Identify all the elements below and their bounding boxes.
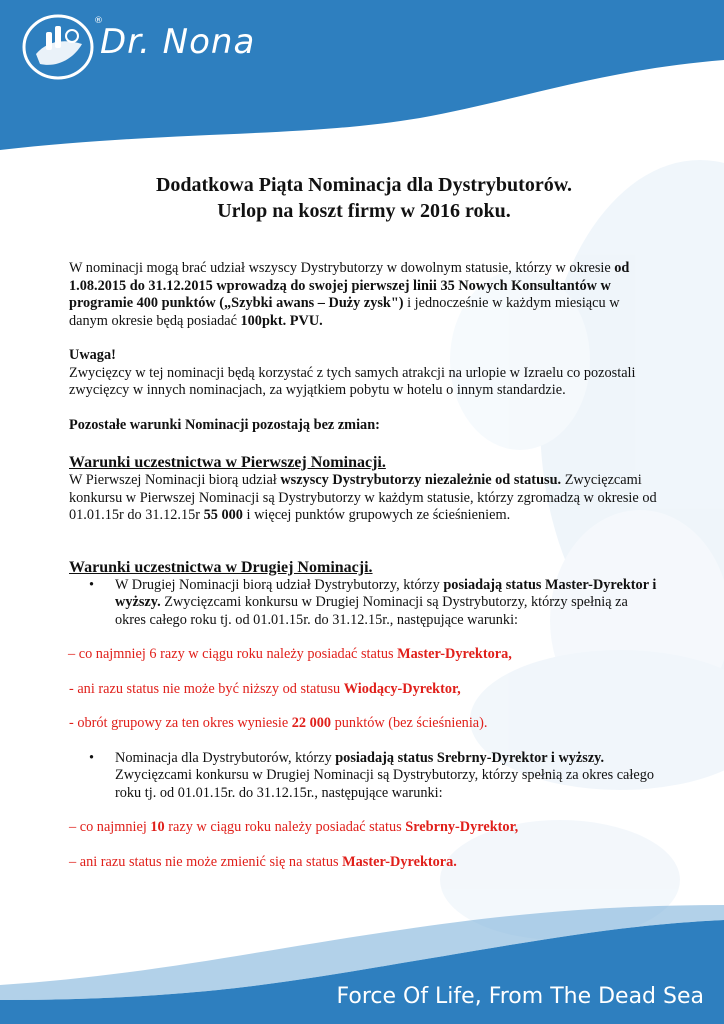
bullet-dot: • (89, 576, 95, 593)
intro-paragraph (69, 260, 659, 330)
section1-text-1: W Pierwszej Nominacji biorą udział (69, 472, 281, 488)
section1-heading: Warunki uczestnictwa w Pierwszej Nominacji. (69, 454, 386, 471)
condition-3-text-2: punktów (bez ścieśnienia). (331, 715, 488, 731)
bullet1-bold-1: posiadają status Master-Dyrektor i wyższy. (115, 576, 657, 610)
document-body (69, 172, 659, 871)
bullet-dot: • (89, 749, 95, 766)
condition-5 (69, 854, 659, 872)
registered-mark: ® (94, 16, 103, 26)
condition-2-text: - ani razu status nie może być niższy od statusu (69, 680, 344, 697)
note-text: Zwycięzcy w tej nominacji będą korzystać z tych samych atrakcji na urlopie w Izraelu co pozostali zwycięzcy w innych nominacjach, za wyjątkiem pobytu w hotelu o innym standardzie. (69, 364, 636, 398)
condition-2-bold: Wiodący-Dyrektor, (343, 680, 461, 697)
section1-text-2: Zwycięzcami konkursu w Pierwszej Nominacji są Dystrybutorzy w każdym statusie, którzy zgromadzą w okresie od 01.01.15r do 31.12.15r (69, 472, 657, 523)
section1-text-3: i więcej punktów grupowych ze ścieśnieniem. (242, 507, 511, 523)
condition-3-bold: 22 000 (291, 715, 332, 731)
brand-logo-icon (22, 14, 96, 80)
condition-1 (68, 646, 659, 664)
condition-4-bold-2: Srebrny-Dyrektor, (405, 819, 519, 835)
condition-4-text: – co najmniej (69, 819, 151, 835)
condition-3 (69, 715, 659, 733)
intro-text-1: W nominacji mogą brać udział wszyscy Dystrybutorzy w dowolnym statusie, którzy w okresie (69, 260, 615, 276)
title-line-2: Urlop na koszt firmy w 2016 roku. (217, 200, 511, 222)
condition-5-bold: Master-Dyrektora. (342, 853, 457, 870)
condition-3-text: - obrót grupowy za ten okres wyniesie (69, 715, 292, 731)
note-paragraph (69, 347, 659, 400)
section2-bullet-1 (69, 577, 659, 630)
condition-4-text-2: razy w ciągu roku należy posiadać status (164, 819, 406, 835)
bullet1-text-2: Zwycięzcami konkursu w Drugiej Nominacji są Dystrybutorzy, którzy spełnią za okres całego roku tj. od 01.01.15r. do 31.12.15r., następujące warunki: (115, 594, 646, 628)
section2-heading: Warunki uczestnictwa w Drugiej Nominacji. (69, 558, 373, 576)
bullet1-text-1: W Drugiej Nominacji biorą udział Dystrybutorzy, którzy (115, 576, 444, 593)
document-title (69, 172, 659, 224)
section1-bold-1: wszyscy Dystrybutorzy niezależnie od statusu. (280, 472, 562, 488)
condition-5-text: – ani razu status nie może zmienić się na status (69, 853, 343, 870)
brand-name: Dr. Nona (100, 22, 256, 62)
condition-4 (69, 819, 659, 837)
condition-1-text: – co najmniej 6 razy w ciągu roku należy posiadać status (68, 646, 398, 662)
section1-paragraph (69, 472, 659, 525)
bullet2-text-1: Nominacja dla Dystrybutorów, którzy (115, 749, 336, 766)
footer-slogan: Force Of Life, From The Dead Sea (336, 984, 704, 1009)
title-line-1: Dodatkowa Piąta Nominacja dla Dystrybutorów. (155, 174, 573, 196)
intro-bold-2: 100pkt. PVU. (240, 312, 323, 329)
condition-1-bold: Master-Dyrektora, (397, 646, 512, 662)
section1-bold-2: 55 000 (203, 507, 243, 523)
bullet2-bold-1: posiadają status Srebrny-Dyrektor i wyższy. (335, 749, 605, 766)
note-label: Uwaga! (69, 347, 116, 363)
condition-4-bold: 10 (150, 819, 165, 835)
other-conditions-text: Pozostałe warunki Nominacji pozostają bez zmian: (69, 416, 380, 433)
intro-bold-1: od 1.08.2015 do 31.12.2015 wprowadzą do swojej pierwszej linii 35 Nowych Konsultantów w programie 400 punktów („Szybki awans – Duży zysk") (69, 260, 630, 311)
other-conditions (69, 417, 659, 435)
bullet2-text-2: Zwycięzcami konkursu w Drugiej Nominacji są Dystrybutorzy, którzy spełnią za okres całego roku tj. od 01.01.15r. do 31.12.15r., następujące warunki: (115, 767, 655, 801)
condition-2 (69, 681, 659, 699)
section2-bullet-2 (69, 750, 659, 803)
intro-text-2: i jednocześnie w każdym miesiącu w danym okresie będą posiadać (69, 295, 620, 329)
